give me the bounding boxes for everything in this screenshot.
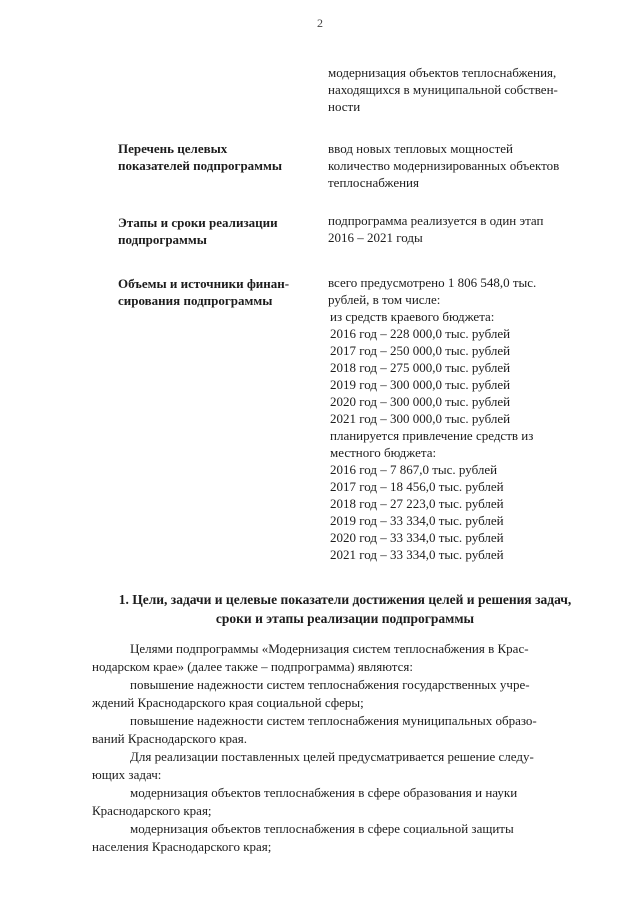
value-line: рублей, в том числе: [328, 292, 441, 307]
body-line: нодарском крае» (далее также – подпрограмма) являются: [92, 659, 413, 674]
value-line: подпрограмма реализуется в один этап [328, 213, 544, 228]
body-line: населения Краснодарского края; [92, 839, 272, 854]
body-line: модернизация объектов теплоснабжения в сфере образования и науки [130, 785, 518, 800]
value-line: 2018 год – 27 223,0 тыс. рублей [330, 496, 504, 511]
body-line: ющих задач: [92, 767, 162, 782]
value-line: 2017 год – 250 000,0 тыс. рублей [330, 343, 511, 358]
label-line: подпрограммы [118, 232, 207, 247]
value-line: 2016 год – 228 000,0 тыс. рублей [330, 326, 511, 341]
value-line: 2019 год – 33 334,0 тыс. рублей [330, 513, 504, 528]
body-line: повышение надежности систем теплоснабжения государственных учре- [130, 677, 530, 692]
body-line: ваний Краснодарского края. [92, 731, 248, 746]
intro-line: модернизация объектов теплоснабжения, [328, 65, 557, 80]
body-line: повышение надежности систем теплоснабжения муниципальных образо- [130, 713, 537, 728]
row-value-funding [328, 274, 618, 563]
intro-line: ности [328, 99, 361, 114]
label-line: показателей подпрограммы [118, 158, 283, 173]
value-line: 2021 год – 33 334,0 тыс. рублей [330, 547, 504, 562]
row-label-stages [118, 214, 318, 248]
page-number: 2 [317, 16, 323, 30]
value-line: ввод новых тепловых мощностей [328, 141, 513, 156]
intro-line: находящихся в муниципальной собствен- [328, 82, 558, 97]
row-label-indicators [118, 140, 318, 174]
value-line: 2017 год – 18 456,0 тыс. рублей [330, 479, 504, 494]
value-line: из средств краевого бюджета: [330, 309, 495, 324]
label-line: Перечень целевых [118, 141, 228, 156]
section-heading [70, 590, 620, 628]
value-line: 2016 – 2021 годы [328, 230, 423, 245]
body-line: Краснодарского края; [92, 803, 212, 818]
row-label-funding [118, 275, 318, 309]
body-line: Для реализации поставленных целей предусматривается решение следу- [130, 749, 534, 764]
value-line: местного бюджета: [330, 445, 437, 460]
value-line: всего предусмотрено 1 806 548,0 тыс. [328, 275, 537, 290]
row-value-stages [328, 212, 618, 246]
body-text [92, 640, 592, 856]
body-line: модернизация объектов теплоснабжения в сфере социальной защиты [130, 821, 514, 836]
body-line: Целями подпрограммы «Модернизация систем теплоснабжения в Крас- [130, 641, 529, 656]
value-line: количество модернизированных объектов [328, 158, 560, 173]
value-line: 2020 год – 300 000,0 тыс. рублей [330, 394, 511, 409]
body-line: ждений Краснодарского края социальной сферы; [92, 695, 364, 710]
heading-line: 1. Цели, задачи и целевые показатели достижения целей и решения задач, [118, 592, 572, 607]
value-line: 2019 год – 300 000,0 тыс. рублей [330, 377, 511, 392]
value-line: 2020 год – 33 334,0 тыс. рублей [330, 530, 504, 545]
value-line: 2021 год – 300 000,0 тыс. рублей [330, 411, 511, 426]
heading-line: сроки и этапы реализации подпрограммы [215, 611, 475, 626]
label-line: Этапы и сроки реализации [118, 215, 278, 230]
row-value-indicators [328, 140, 618, 191]
intro-text [328, 64, 618, 115]
label-line: сирования подпрограммы [118, 293, 273, 308]
value-line: 2018 год – 275 000,0 тыс. рублей [330, 360, 511, 375]
value-line: 2016 год – 7 867,0 тыс. рублей [330, 462, 498, 477]
value-line: планируется привлечение средств из [330, 428, 534, 443]
label-line: Объемы и источники финан- [118, 276, 290, 291]
value-line: теплоснабжения [328, 175, 419, 190]
